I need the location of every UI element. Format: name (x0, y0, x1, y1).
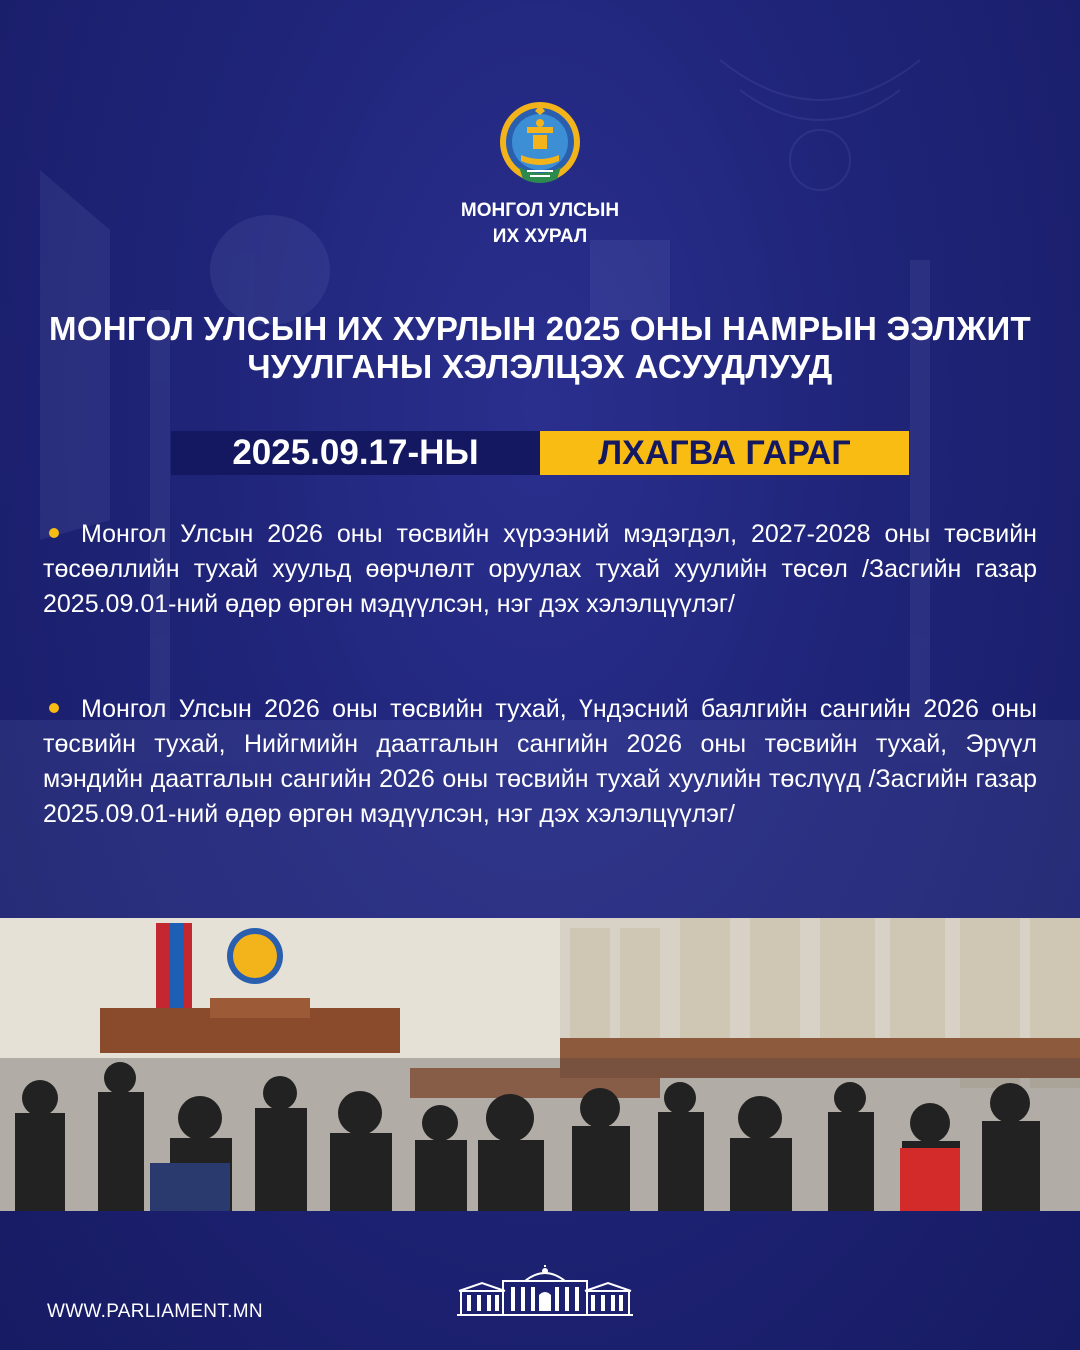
plenary-session-photo (0, 918, 1080, 1211)
agenda-item-2 (43, 692, 1037, 832)
agenda-item-1-text: Монгол Улсын 2026 оны төсвийн хүрээний мэдэгдэл, 2027-2028 оны төсвийн төсөөллийн тухай хуульд өөрчлөлт оруулах тухай хуулийн төсөл /Засгийн газар 2025.09.01-ний өдөр өргөн мэдүүлсэн, нэг дэх хэлэлцүүлэг/ (43, 520, 1037, 618)
bullet-icon (49, 703, 59, 713)
agenda-item-1 (43, 517, 1037, 622)
organization-name-line2: ИХ ХУРАЛ (492, 226, 588, 247)
state-emblem-icon (497, 95, 583, 191)
organization-name-line1: МОНГОЛ УЛСЫН (460, 200, 620, 221)
page-title (40, 310, 1040, 386)
weekday-label: ЛХАГВА ГАРАГ (540, 431, 909, 475)
website-url: WWW.PARLIAMENT.MN (47, 1301, 263, 1322)
title-line2: ЧУУЛГАНЫ ХЭЛЭЛЦЭХ АСУУДЛУУД (247, 348, 833, 385)
date-label: 2025.09.17-НЫ (171, 431, 540, 475)
title-line1: МОНГОЛ УЛСЫН ИХ ХУРЛЫН 2025 ОНЫ НАМРЫН ЭЭЛЖИТ (49, 310, 1031, 347)
parliament-building-icon (455, 1265, 635, 1321)
bullet-icon (49, 528, 59, 538)
agenda-item-2-text: Монгол Улсын 2026 оны төсвийн тухай, Үндэсний баялгийн сангийн 2026 оны төсвийн тухай, Нийгмийн даатгалын сангийн 2026 оны төсвийн тухай, Эрүүл мэндийн даатгалын сангийн 2026 оны төсвийн тухай хуулийн төслүүд /Засгийн газар 2025.09.01-ний өдөр өргөн мэдүүлсэн, нэг дэх хэлэлцүүлэг/ (43, 695, 1037, 828)
